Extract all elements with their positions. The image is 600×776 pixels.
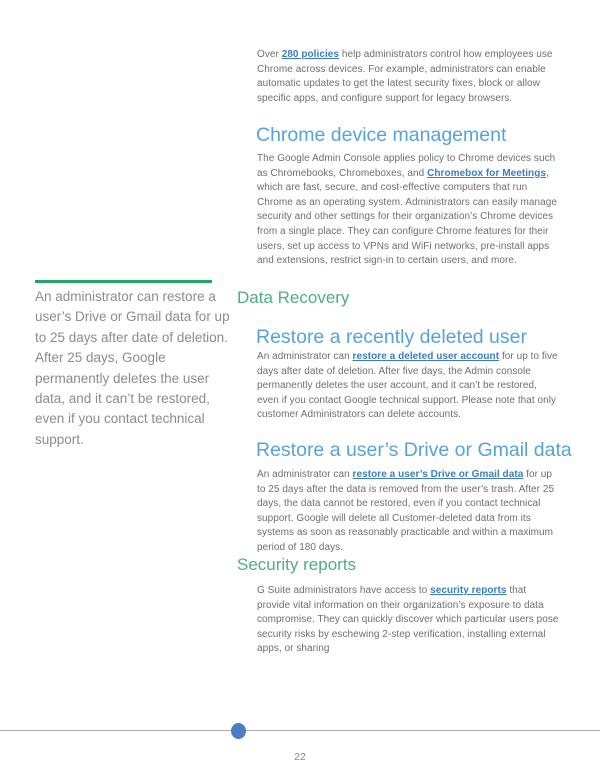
security-reports-paragraph [257, 584, 559, 657]
data-recovery-heading: Data Recovery [237, 288, 350, 307]
restore-deleted-user-paragraph [257, 350, 559, 423]
restore-user-text-pre: An administrator can [257, 351, 353, 362]
security-reports-link[interactable]: security reports [430, 585, 507, 596]
restore-deleted-user-account-link[interactable]: restore a deleted user account [352, 351, 500, 362]
page-number: 22 [294, 751, 306, 763]
pullquote-accent-line [35, 280, 212, 283]
security-reports-heading: Security reports [237, 555, 357, 574]
intro-text-post: help administrators control how employees use Chrome across devices. For example, administrators can enable automatic updates to get the latest security fixes, block or allow specific apps, and configure support for legacy browsers. [257, 49, 553, 104]
restore-drive-gmail-paragraph [257, 468, 559, 556]
footer-progress-dot [231, 723, 246, 739]
chrome-device-management-paragraph [257, 152, 559, 269]
chromebox-for-meetings-link[interactable]: Chromebox for Meetings [427, 167, 546, 179]
pullquote-text: An administrator can restore a user’s Drive or Gmail data for up to 25 days after date of deletion. After 25 days, Google permanently deletes the user data, and it can’t be restored, even if you contact technical support. [35, 289, 230, 447]
restore-drive-gmail-link[interactable]: restore a user’s Drive or Gmail data [352, 469, 524, 480]
policies-link[interactable]: 280 policies [281, 49, 340, 60]
chrome-text-pre: The Google Admin Console applies policy to Chrome devices such as Chromebooks, Chromeboxes, and [257, 153, 556, 179]
restore-deleted-user-heading: Restore a recently deleted user [256, 326, 527, 348]
security-text-post: that provide vital information on their organization’s exposure to data compromise. They can quickly discover which particular users pose security risks by eschewing 2-step verification, installing external apps, or sharing [257, 585, 559, 655]
restore-drive-gmail-heading: Restore a user’s Drive or Gmail data [256, 439, 572, 461]
chrome-text-post: , which are fast, secure, and cost-effective computers that run Chrome as an operating system. Administrators can easily manage security and other settings for their organization’s Chrome devices from a single place. They can configure Chrome features for their users, set up access to VPNs and WiFi networks, pre-install apps and extensions, restrict sign-in to certain users, and more. [257, 167, 557, 267]
chrome-device-management-heading: Chrome device management [256, 124, 507, 146]
restore-user-text-post: for up to five days after date of deletion. After five days, the Admin console permanently deletes the user account, and it can’t be restored, even if you contact Google technical support. Please note that only customer Administrators can delete accounts. [257, 351, 558, 421]
intro-paragraph [257, 48, 559, 106]
restore-data-text-post: for up to 25 days after the data is removed from the user’s trash. After 25 days, the data cannot be restored, even if you contact technical support. Google will delete all Customer-deleted data from its systems as soon as reasonably practicable and within a maximum period of 180 days. [257, 469, 555, 553]
restore-data-text-pre: An administrator can [257, 469, 353, 480]
security-text-pre: G Suite administrators have access to [257, 585, 431, 596]
intro-text-pre: Over [257, 49, 282, 60]
footer-divider-line [0, 730, 600, 731]
